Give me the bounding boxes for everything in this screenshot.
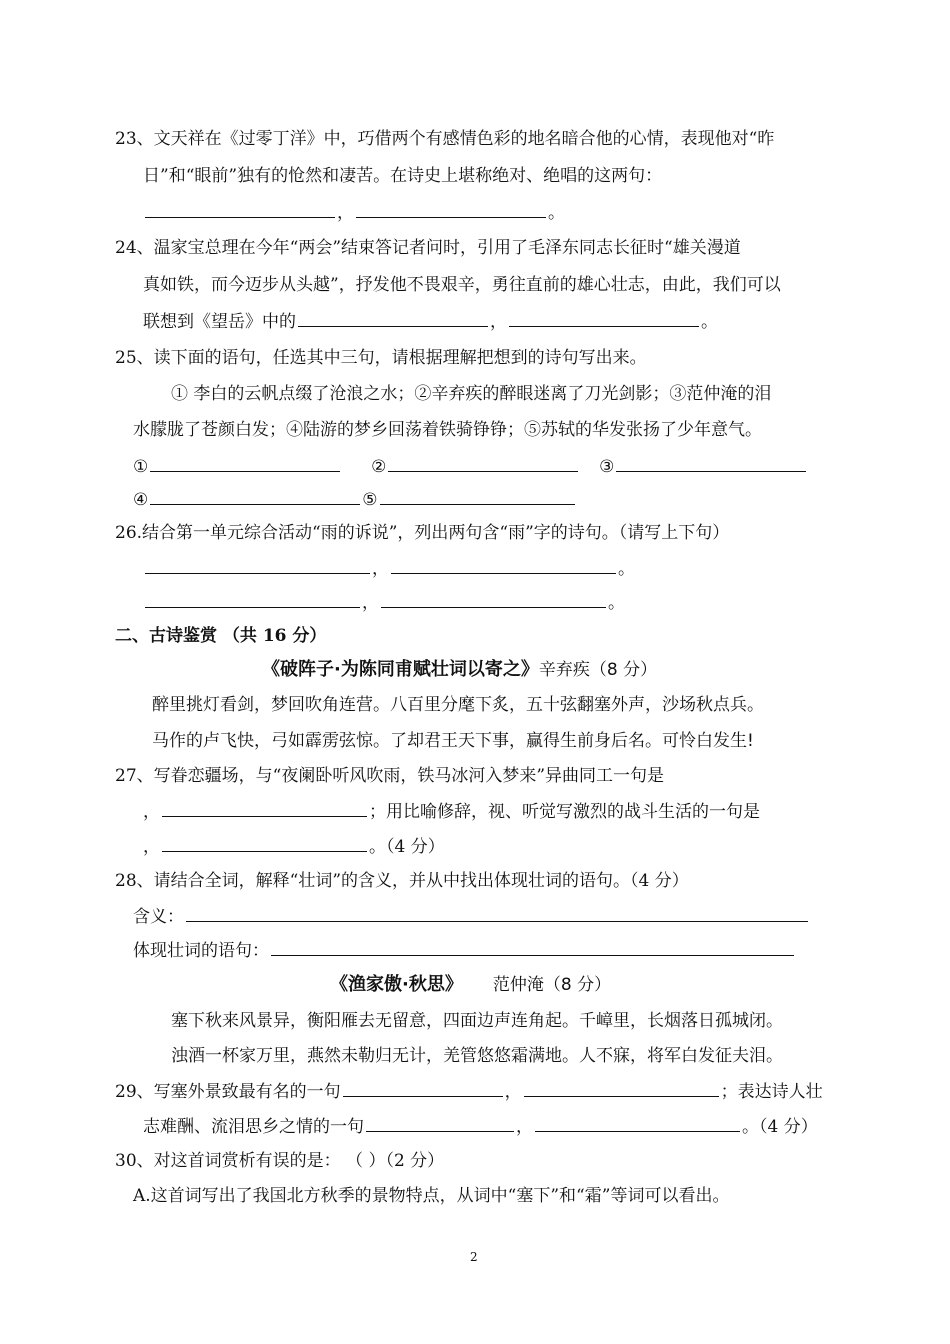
comma: ， (143, 837, 160, 857)
poem1-line1: 醉里挑灯看剑，梦回吹角连营。八百里分麾下炙，五十弦翻塞外声，沙场秋点兵。 (152, 695, 764, 715)
marker-5: ⑤ (362, 490, 378, 510)
period: 。 (618, 559, 635, 579)
meaning-label: 含义： (133, 907, 184, 927)
answer-blank[interactable] (343, 1078, 503, 1097)
q30-line1: 30、对这首词赏析有误的是： （ ）（2 分） (115, 1151, 445, 1171)
answer-blank[interactable] (271, 937, 794, 956)
marker-2: ② (371, 457, 387, 477)
poem-author: 辛弃疾（8 分） (538, 660, 658, 680)
q23-line1: 23、文天祥在《过零丁洋》中，巧借两个有感情色彩的地名暗合他的心情，表现他对“昨 (115, 129, 775, 149)
marker-4: ④ (133, 490, 149, 510)
q25-line1: 25、读下面的语句，任选其中三句，请根据理解把想到的诗句写出来。 (115, 348, 647, 368)
poem1-line2: 马作的卢飞快，弓如霹雳弦惊。了却君王天下事，赢得生前身后名。可怜白发生! (152, 731, 754, 751)
answer-blank[interactable] (162, 833, 367, 852)
comma: ， (490, 312, 507, 332)
q26-line1: 26.结合第一单元综合活动“雨的诉说”，列出两句含“雨”字的诗句。（请写上下句） (115, 523, 730, 543)
q27-line3 (143, 833, 445, 859)
q27-line1: 27、写眷恋疆场，与“夜阑卧听风吹雨，铁马冰河入梦来”异曲同工一句是 (115, 766, 665, 786)
q29-line1 (115, 1078, 823, 1104)
q29-prefix: 志难酬、流泪思乡之情的一句 (143, 1117, 364, 1137)
q23-answer-line (143, 199, 565, 225)
poem1-title-line (262, 657, 657, 683)
comma: ， (143, 802, 160, 822)
answer-blank[interactable] (186, 903, 808, 922)
poem2-line2: 浊酒一杯家万里，燕然未勒归无计，羌管悠悠霜满地。人不寐，将军白发征夫泪。 (171, 1046, 783, 1066)
q24-prefix: 联想到《望岳》中的 (143, 312, 296, 332)
comma: ， (372, 559, 389, 579)
answer-blank[interactable] (356, 199, 546, 218)
q25-answers-row2 (133, 486, 577, 512)
q27-middle-text: ；用比喻修辞，视、听觉写激烈的战斗生活的一句是 (369, 802, 760, 822)
q25-line3: 水朦胧了苍颜白发；④陆游的梦乡回荡着铁骑铮铮；⑤苏轼的华发张扬了少年意气。 (133, 420, 762, 440)
sentence-label: 体现壮词的语句： (133, 941, 269, 961)
answer-blank[interactable] (145, 199, 335, 218)
answer-blank[interactable] (150, 453, 340, 472)
answer-blank[interactable] (391, 555, 616, 574)
answer-blank[interactable] (145, 589, 360, 608)
q27-score: 。（4 分） (369, 837, 445, 857)
answer-blank[interactable] (535, 1113, 740, 1132)
period: 。 (548, 203, 565, 223)
poem-title: 《渔家傲·秋思》 (330, 974, 463, 995)
section-heading: 二、古诗鉴赏 （共 16 分） (115, 626, 327, 646)
q29-prefix: 29、写塞外景致最有名的一句 (115, 1082, 341, 1102)
q26-answer-line2 (143, 589, 625, 615)
answer-blank[interactable] (162, 798, 367, 817)
period: 。 (701, 312, 718, 332)
q26-answer-line1 (143, 555, 635, 581)
q28-meaning-line (133, 903, 810, 929)
comma: ， (504, 1082, 522, 1102)
q30-option-a[interactable]: A.这首词写出了我国北方秋季的景物特点，从词中“塞下”和“霜”等词可以看出。 (133, 1186, 730, 1206)
poem-author: 范仲淹（8 分） (492, 975, 612, 995)
period: 。 (608, 593, 625, 613)
q28-line1: 28、请结合全词，解释“壮词”的含义，并从中找出体现壮词的语句。（4 分） (115, 871, 689, 891)
marker-3: ③ (599, 457, 615, 477)
poem-title: 《破阵子·为陈同甫赋壮词以寄之》 (262, 659, 539, 680)
answer-blank[interactable] (380, 486, 575, 505)
page-number: 2 (470, 1250, 478, 1264)
marker-1: ① (133, 457, 149, 477)
q25-line2: ① 李白的云帆点缀了沧浪之水；②辛弃疾的醉眼迷离了刀光剑影；③范仲淹的泪 (171, 384, 772, 404)
q24-line1: 24、温家宝总理在今年“两会”结束答记者问时，引用了毛泽东同志长征时“雄关漫道 (115, 238, 741, 258)
answer-blank[interactable] (381, 589, 606, 608)
answer-blank[interactable] (616, 453, 806, 472)
answer-blank[interactable] (366, 1113, 514, 1132)
q29-suffix: ；表达诗人壮 (720, 1082, 823, 1102)
q24-line2: 真如铁，而今迈步从头越”，抒发他不畏艰辛，勇往直前的雄心壮志，由此，我们可以 (143, 275, 781, 295)
poem2-line1: 塞下秋来风景异，衡阳雁去无留意，四面边声连角起。千嶂里，长烟落日孤城闭。 (171, 1011, 783, 1031)
answer-blank[interactable] (524, 1078, 719, 1097)
q24-line3 (143, 308, 718, 334)
q27-line2 (143, 798, 760, 824)
comma: ， (337, 203, 354, 223)
q29-line2 (143, 1113, 818, 1139)
answer-blank[interactable] (298, 308, 488, 327)
q23-line2: 日”和“眼前”独有的怆然和凄苦。在诗史上堪称绝对、绝唱的这两句： (143, 166, 663, 186)
poem2-title-line (330, 972, 611, 998)
answer-blank[interactable] (388, 453, 578, 472)
q29-score: 。（4 分） (742, 1117, 818, 1137)
answer-blank[interactable] (509, 308, 699, 327)
comma: ， (362, 593, 379, 613)
answer-blank[interactable] (150, 486, 360, 505)
q28-sentence-line (133, 937, 796, 963)
comma: ， (516, 1117, 533, 1137)
answer-blank[interactable] (145, 555, 370, 574)
q25-answers-row1 (133, 453, 808, 479)
